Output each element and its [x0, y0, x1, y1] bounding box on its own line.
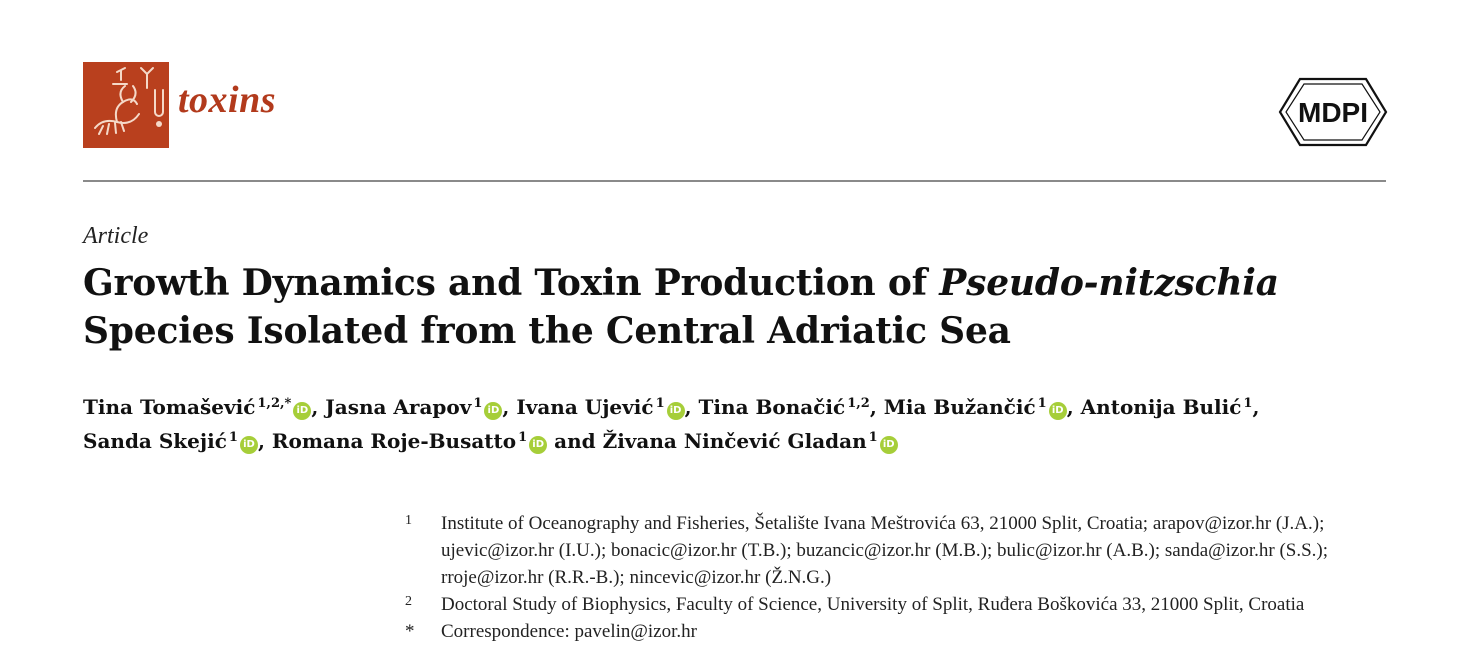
- orcid-icon[interactable]: iD: [293, 402, 311, 420]
- author-separator: ,: [311, 395, 326, 419]
- affiliation-item: [405, 591, 1405, 618]
- author-separator: ,: [869, 395, 884, 419]
- affiliation-text: Institute of Oceanography and Fisheries, Šetalište Ivana Meštrovića 63, 21000 Split, Croatia; arapov@izor.hr (J.A.); ujevic@izor.hr (I.U.); bonacic@izor.hr (T.B.); buzancic@izor.hr (M.B.); bulic@izor.hr (A.B.); sanda@izor.hr (S.S.); rroje@izor.hr (R.R.-B.); nincevic@izor.hr (Ž.N.G.): [441, 513, 1329, 588]
- author-name[interactable]: Tina Bonačić: [698, 395, 846, 419]
- affiliation-mark: 2: [405, 594, 412, 609]
- orcid-icon[interactable]: iD: [484, 402, 502, 420]
- author-affiliation-mark: 1: [1037, 396, 1047, 411]
- author-affiliation-mark: 1: [228, 430, 238, 445]
- orcid-icon[interactable]: iD: [1049, 402, 1067, 420]
- header-rule: [83, 180, 1386, 182]
- author-name[interactable]: Antonija Bulić: [1080, 395, 1242, 419]
- affiliation-item: [405, 510, 1405, 591]
- affiliation-mark: 1: [405, 513, 412, 528]
- author-affiliation-mark: 1: [473, 396, 483, 411]
- author-affiliation-mark: 1,2,*: [257, 396, 292, 411]
- author-name[interactable]: Živana Ninčević Gladan: [602, 429, 867, 453]
- title-species: Pseudo-nitzschia: [939, 262, 1279, 304]
- article-title: [83, 259, 1403, 355]
- publisher-name: MDPI: [1298, 97, 1368, 128]
- author-name[interactable]: Romana Roje-Busatto: [271, 429, 517, 453]
- title-part-2: Species Isolated from the Central Adriatic Sea: [83, 310, 1011, 352]
- author-affiliation-mark: 1,2: [847, 396, 870, 411]
- author-separator: ,: [257, 429, 272, 453]
- author-separator: ,: [502, 395, 517, 419]
- mdpi-publisher-logo: [1278, 75, 1388, 149]
- author-separator: and: [547, 429, 603, 453]
- author-list: [83, 390, 1413, 458]
- author-name[interactable]: Sanda Skejić: [83, 429, 227, 453]
- author-name[interactable]: Tina Tomašević: [83, 395, 256, 419]
- author-name[interactable]: Mia Bužančić: [883, 395, 1036, 419]
- author-affiliation-mark: 1: [518, 430, 528, 445]
- author-affiliation-mark: 1: [655, 396, 665, 411]
- author-name[interactable]: Ivana Ujević: [516, 395, 654, 419]
- author-affiliation-mark: 1: [868, 430, 878, 445]
- affiliation-item: [405, 618, 1405, 645]
- author-separator: ,: [1066, 395, 1081, 419]
- affiliations-list: [405, 510, 1405, 645]
- article-type: Article: [83, 223, 149, 249]
- affiliation-mark: *: [405, 621, 415, 642]
- title-part-1: Growth Dynamics and Toxin Production of: [83, 262, 940, 304]
- author-affiliation-mark: 1: [1243, 396, 1253, 411]
- orcid-icon[interactable]: iD: [667, 402, 685, 420]
- orcid-icon[interactable]: iD: [240, 436, 258, 454]
- orcid-icon[interactable]: iD: [880, 436, 898, 454]
- orcid-icon[interactable]: iD: [529, 436, 547, 454]
- toxins-journal-logo: [83, 62, 169, 148]
- author-name[interactable]: Jasna Arapov: [325, 395, 472, 419]
- journal-name: toxins: [178, 79, 277, 121]
- affiliation-text: Correspondence: pavelin@izor.hr: [441, 621, 697, 642]
- author-separator: ,: [1252, 395, 1260, 419]
- author-separator: ,: [684, 395, 699, 419]
- affiliation-text: Doctoral Study of Biophysics, Faculty of Science, University of Split, Ruđera Boškovića 33, 21000 Split, Croatia: [441, 594, 1305, 615]
